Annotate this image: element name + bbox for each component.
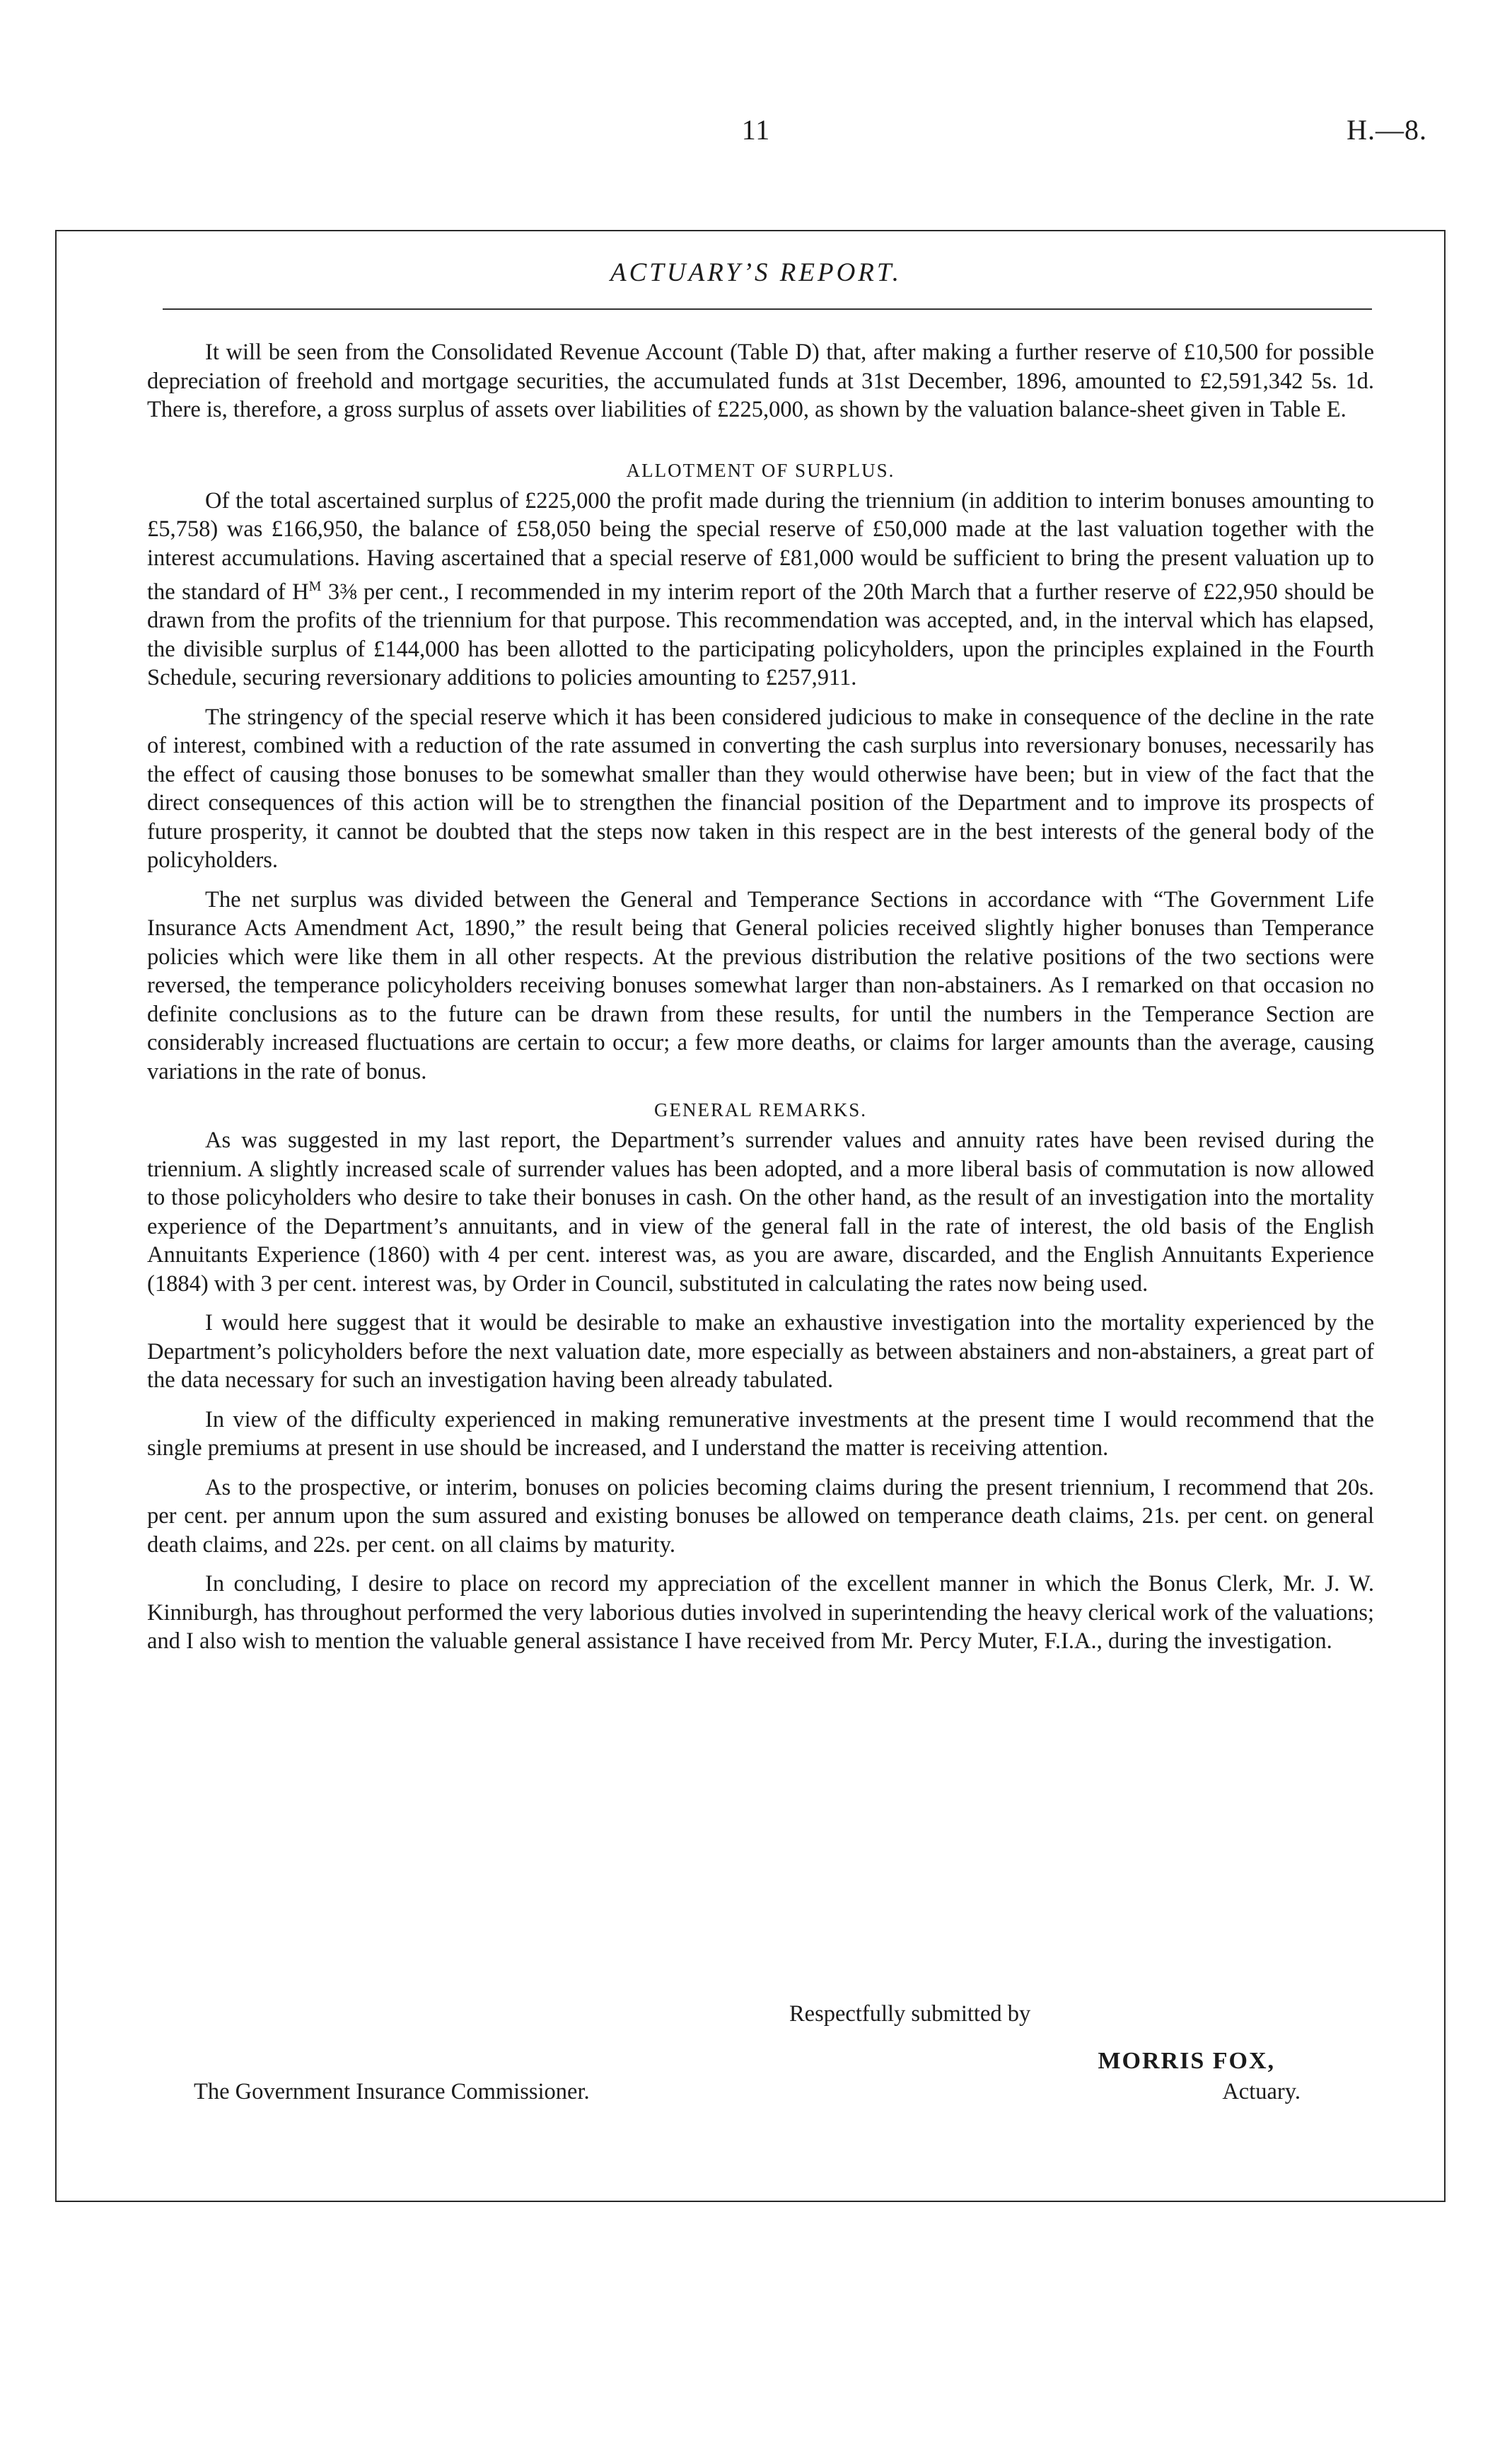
allotment-paragraph-3: The net surplus was divided between the General and Temperance Sections in accordance with “The Government Life Insurance Acts Amendment Act, 1890,” the result being that General policies received slightly higher bonuses than Temperance policies which were like them in all other respects. At the previous distribution the relative positions of the two sections were reversed, the temperance policyholders receiving bonuses somewhat larger than non-abstainers. As I remarked on that occasion no definite conclusions as to the future can be drawn from these results, for until the numbers in the Temperance Section are considerably increased fluctuations are certain to occur; a few more deaths, or claims for larger amounts than the average, causing variations in the rate of bonus. [147,886,1374,1084]
addressee: The Government Insurance Commissioner. [194,2079,590,2104]
remarks-paragraph-2: I would here suggest that it would be desirable to make an exhaustive investigation into the mortality experienced by the Department’s policyholders before the next valuation date, more especially as between abstainers and non-abstainers, a great part of the data necessary for such an investigation having been already tabulated. [147,1310,1374,1394]
report-body [147,338,1374,1667]
allotment-heading: ALLOTMENT OF SURPLUS. [626,459,895,481]
remarks-paragraph-5: In concluding, I desire to place on record my appreciation of the excellent manner in which the Bonus Clerk, Mr. J. W. Kinniburgh, has throughout performed the very laborious duties involved in superintending the heavy clerical work of the valuations; and I also wish to mention the valuable general assistance I have received from Mr. Percy Muter, F.I.A., during the investigation. [147,1571,1374,1655]
page-number: 11 [741,114,771,146]
signatory-name: MORRIS FOX, [1098,2048,1275,2074]
allotment-paragraph-1-part-b: per cent., I recommended in my interim report of the 20th March that a further reserve of £22,950 should be drawn from the profits of the triennium for that purpose. This recommendation was accepted, and, in the interval which has elapsed, the divisible surplus of £144,000 has been allotted to the participating policyholders, upon the principles explained in the Fourth Schedule, securing reversionary additions to policies amounting to £257,911. [147,579,1374,691]
remarks-paragraph-4: As to the prospective, or interim, bonuses on policies becoming claims during the present triennium, I recommend that 20s. per cent. per annum upon the sum assured and existing bonuses be allowed on temperance death claims, 21s. per cent. on general death claims, and 22s. per cent. on all claims by maturity. [147,1474,1374,1558]
intro-paragraph: It will be seen from the Consolidated Revenue Account (Table D) that, after making a further reserve of £10,500 for possible depreciation of freehold and mortgage securities, the accumulated funds at 31st December, 1896, amounted to £2,591,342 5s. 1d. There is, therefore, a gross surplus of assets over liabilities of £225,000, as shown by the valuation balance-sheet given in Table E. [147,340,1374,422]
remarks-heading: GENERAL REMARKS. [653,1099,867,1121]
remarks-paragraph-3: In view of the difficulty experienced in making remunerative investments at the present time I would recommend that the single premiums at present in use should be increased, and I understand the matter is receiving attention. [147,1406,1374,1461]
standard-superscript: M [308,579,322,594]
allotment-paragraph-2: The stringency of the special reserve which it has been considered judicious to make in consequence of the decline in the rate of interest, combined with a reduction of the rate assumed in converting the cash surplus into reversionary bonuses, necessarily has the effect of causing those bonuses to be somewhat smaller than they would otherwise have been; but in view of the fact that the direct consequences of this action will be to strengthen the financial position of the Department and to improve its prospects of future prosperity, it cannot be doubted that the steps now taken in this respect are in the best interests of the general body of the policyholders. [147,704,1374,874]
title-divider [163,308,1372,310]
signatory-role: Actuary. [1222,2079,1301,2104]
signature-block [147,2001,1374,2107]
allotment-paragraph-1-part-a: Of the total ascertained surplus of £225,000 the profit made during the triennium (in addition to interim bonuses amounting to £5,758) was £166,950, the balance of £58,050 being the special reserve of £50,000 made at the last valuation together with the interest accumulations. Having ascertained that a special reserve of £81,000 would be sufficient to bring the present valuation up to the standard of H [147,487,1374,605]
allotment-paragraph-1 [147,487,1374,693]
standard-rate: 3⅜ [321,579,364,605]
remarks-paragraph-1: As was suggested in my last report, the Department’s surrender values and annuity rates have been revised during the triennium. A slightly increased scale of surrender values has been adopted, and a more liberal basis of commutation is now allowed to those policyholders who desire to take their bonuses in cash. On the other hand, as the result of an investigation into the mortality experience of the Department’s annuitants, and in view of the general fall in the rate of interest, the old basis of the English Annuitants Experience (1860) with 4 per cent. interest was, as you are aware, discarded, and the English Annuitants Experience (1884) with 3 per cent. interest was, by Order in Council, substituted in calculating the rates now being used. [147,1128,1374,1297]
document-reference: H.—8. [1347,114,1427,146]
submitted-by-line: Respectfully submitted by [789,2001,1031,2027]
report-title: ACTUARY’S REPORT. [610,258,902,287]
